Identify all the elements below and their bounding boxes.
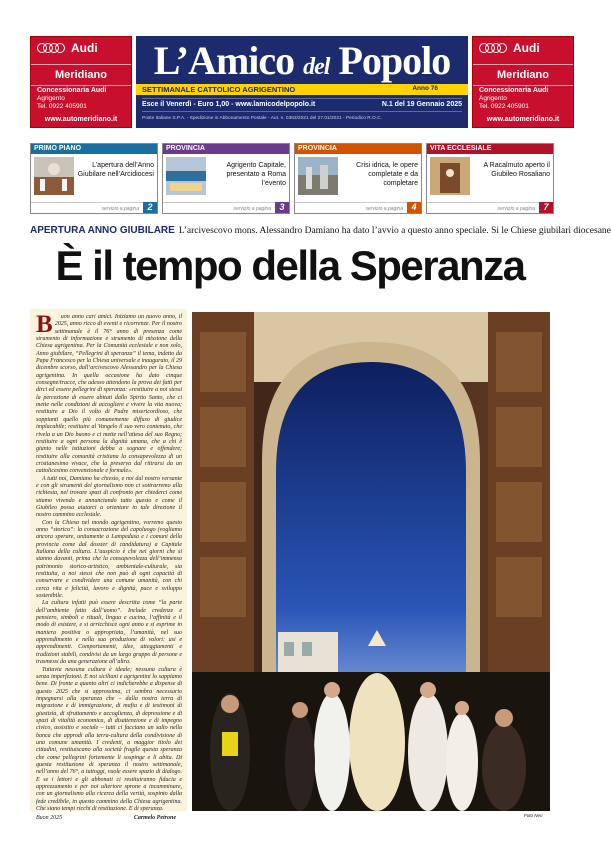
author: Carmelo Petrone (133, 815, 176, 822)
teaser-label: PRIMO PIANO (31, 144, 157, 154)
teaser-text: Crisi idrica, le opere completate e da completare (356, 162, 418, 187)
teaser-more: servizio a pagina (427, 202, 553, 213)
teaser-provincia-1[interactable] (162, 143, 290, 214)
editorial-text (30, 309, 187, 822)
teaser-thumbnail (298, 157, 338, 195)
teaser-label: PROVINCIA (295, 144, 421, 154)
masthead-subtitle: SETTIMANALE CATTOLICO AGRIGENTINO Anno 76 (136, 84, 468, 95)
postal-info: Poste Italiane S.P.A. - Spedizione in Abbonamento Postale - Aut. n. 0363/2021 del 27.01/2021 - Periodico R.O.C. (142, 116, 382, 121)
ad-name: Meridiano (473, 64, 573, 86)
teaser-page: 2 (143, 202, 157, 213)
drop-cap: B (36, 311, 53, 338)
audi-rings-icon (37, 43, 67, 53)
teaser-thumbnail (34, 157, 74, 195)
ad-url[interactable]: www.automeridiano.it (486, 116, 560, 123)
paragraph: A tutti noi, Damiano ha chiesto, e noi dal nostro versante e con gli strumenti del giornalismo non ci sottrarremo alla richiesta, nel trovare spazi di confronto per chiederci come stiamo vivendo e annunciando tutto questo e come il Giubileo possa aiutarci a orientare in tale direzione il nostro cammino ecclesiale. (36, 475, 182, 519)
audi-ad-right[interactable] (472, 36, 574, 128)
teaser-text: Agrigento Capitale, presentato a Roma l’evento (226, 162, 286, 187)
article-headline: È il tempo della Speranza (55, 242, 525, 289)
masthead (136, 36, 468, 128)
teaser-text: L’apertura dell’Anno Giubilare nell’Arcidiocesi (77, 162, 154, 178)
teaser-provincia-2[interactable] (294, 143, 422, 214)
teaser-thumbnail (430, 157, 470, 195)
ad-info: Concessionaria Audi Agrigento Tel. 0922 405901 (479, 87, 549, 110)
teaser-primo-piano[interactable] (30, 143, 158, 214)
teaser-text: A Racalmuto aperto il Giubileo Rosaliano (483, 162, 550, 178)
ad-url[interactable]: www.automeridiano.it (44, 116, 118, 123)
audi-rings-icon (479, 43, 509, 53)
teaser-more: servizio a pagina (31, 202, 157, 213)
cathedral-door-photo (192, 312, 550, 811)
ad-info: Concessionaria Audi Agrigento Tel. 0922 405901 (37, 87, 107, 110)
teaser-label: PROVINCIA (163, 144, 289, 154)
teaser-more: servizio a pagina (163, 202, 289, 213)
article-summary: L’arcivescovo mons. Alessandro Damiano ha dato l’avvio a questo anno speciale. Si le Chiese giubilari diocesane (178, 226, 611, 236)
teaser-page: 4 (407, 202, 421, 213)
paragraph: Tuttavia nessuna cultura è ideale; nessuna cultura è senza imperfezioni. E noi siciliani e agrigentini lo sappiamo bene. Di fronte a quanto altri ci indicherebbe a dispense di questo 2025 che si approssima, ci sembra necessario impegnarsi alla speranza che – dalla nostra terra di migrazione e di immigrazione, di mafia e di testimoni di giustizia, di sfruttamento e accoglienza, di depressione e di spazi di vitalità economica, di disattenzione e di impegno civico, assistito e sociale – tutti ci facciano un salto nella banca che approdi alla terra-cultura della condivisione di una comune umanità. I credenti, a maggior titolo dei cittadini, restituiscano alla società fragile questa speranza che come pellegrini fortemente li sospinge e li abita. Di questa restituzione di speranza il nostro settimanale, nell’anno del 76°, a tuttoggi, vuole essere spazio di dialogo. E se i lettori e gli abbonati ci restituiranno fiducia e apprezzamento e per noi ulteriore sprone a incamminare, con un giornalismo alla ricerca della verità, sospinto dalla fede credibile, in questo cammino della Chiesa agrigentina. Che siano tempi ricchi di restituzione. E di speranza. (36, 666, 182, 813)
newspaper-title: L’Amico del Popolo (153, 38, 451, 83)
teaser-page: 3 (275, 202, 289, 213)
ad-brand: Audi (71, 41, 98, 55)
photo-credit: Foto Neri (524, 813, 543, 818)
anno-label: Anno 76 (412, 85, 438, 92)
paragraph: Con la Chiesa nel mondo agrigentino, vorremo questo anno “storico”: la consacrazione del capoluogo (vogliamo ancora sperare, unitamente a Lampedusa e i comuni della provincia come dal dossier di candidatura) a Capitale Italiana della cultura. L’auspicio è che nei giorni che si stanno davanti, prima che la consapevolezza dell’immenso patrimonio storico-artistico, ambientale-culturale, sia restituita, a noi stessi che non può di ogni capacità di conservare e condividere una comune umanità, con chi cerca vita e felicità, lavoro e dignità, pace e sviluppo sostenibile. (36, 519, 182, 600)
paragraph: La cultura infatti può essere descritta come “la parte dell’ambiente fatta dall’uomo”. Include credenze e pensiero, simboli e rituali, lingua e cucina, l’affinità e il modo di esistere, e si arricchisce ogni anno e si esprime in maniera positiva o appropriata, l’umanità, nel suo apprendimento e nella sua produzione di valori: usi e apprendimenti. Comportamenti, idee, atteggiamenti e tradizioni stabili, condivisi da un largo gruppo di persone e trasmessi da una generazione all’altra. (36, 600, 182, 666)
masthead-info: Esce il Venerdì - Euro 1,00 - www.lamicodelpopolo.it N.1 del 19 Gennaio 2025 (142, 98, 462, 112)
teaser-page: 7 (539, 202, 553, 213)
teaser-more: servizio a pagina (295, 202, 421, 213)
teaser-label: VITA ECCLESIALE (427, 144, 553, 154)
teaser-thumbnail (166, 157, 206, 195)
paragraph: uon anno cari amici. Iniziamo un nuovo anno, il 2025, anno ricco di eventi e ricorrenze. Per il nostro settimanale è il 76° anno di presenza come strumento di informazione e strumento di missione della Chiesa agrigentina. Per la Comunità ecclesiale e non solo, Anno giubilare, “Pellegrini di speranza” il tema, indetto da Papa Francesco per la Chiesa universale e inaugurato, il 29 dicembre scorso, dall’arcivescovo Alessandro per la Chiesa agrigentina. In quella occasione ha dato cinque consegne/tracce, che adesso attendono la prova dei fatti per dirci ed essere pellegrini di speranza: «restituire a noi stessi la percezione di essere abitati dallo Spirito Santo, che ci mette nelle condizioni di accogliere e vivere la vita nuova; restituire a Dio il volto di Padre misericordioso, che soppianti quello più comunemente diffuso di giudice implacabile; restituire al Vangelo il suo vero contenuto, che rivela a un Dio buono e ci mette nell’attesa del suo Regno; restituire a ogni persona la dignità umana, che a chi è giunto nelle istituzioni debba a sognare e offendere; restituire alla comunità cristiana la consapevolezza di un cristianesimo vivace, che la preserva dal ritirarsi da un cattolicesimo convenzionale e formale». (36, 314, 182, 475)
audi-ad-left[interactable] (30, 36, 132, 128)
greeting: Buon 2025 (36, 815, 63, 822)
signature (36, 815, 182, 822)
issue-number: N.1 del 19 Gennaio 2025 (381, 101, 462, 108)
article-kicker: APERTURA ANNO GIUBILARE L’arcivescovo mons. Alessandro Damiano ha dato l’avvio a questo anno speciale. Si le Chiese giubilari diocesane (30, 225, 611, 236)
ad-name: Meridiano (31, 64, 131, 86)
teaser-vita-ecclesiale[interactable] (426, 143, 554, 214)
ad-brand: Audi (513, 41, 540, 55)
